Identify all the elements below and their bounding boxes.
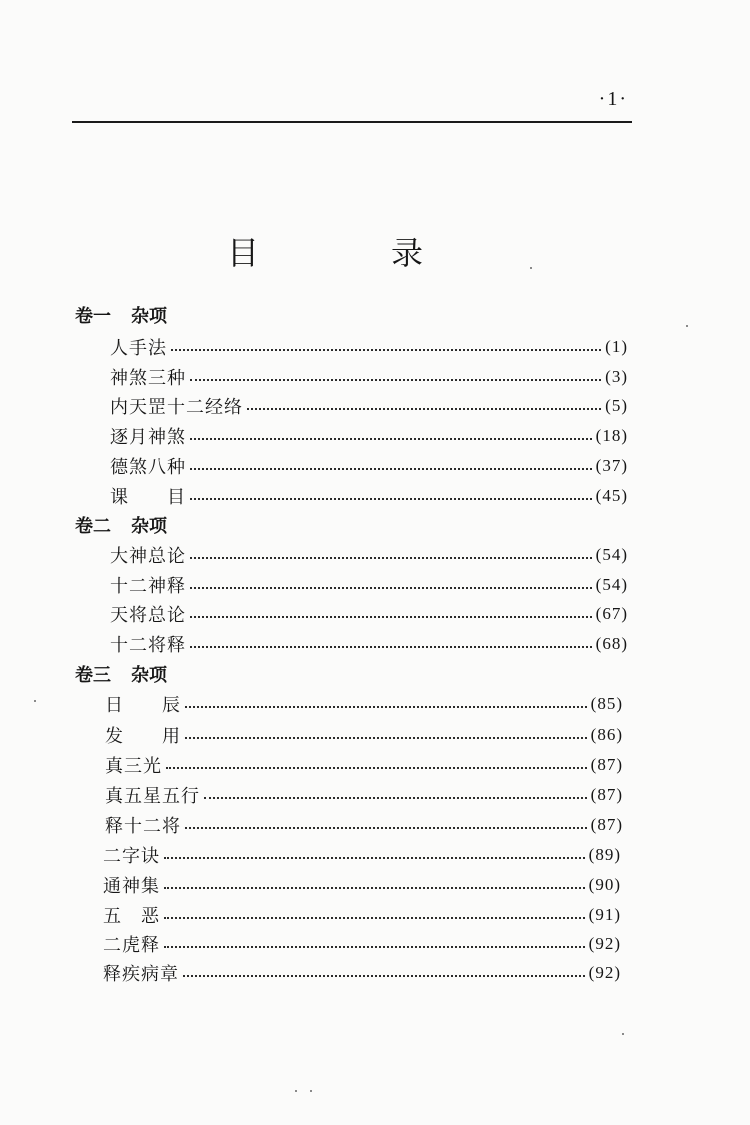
dot-leader [164, 875, 585, 889]
dot-leader [247, 396, 601, 410]
toc-entry[interactable] [110, 599, 628, 629]
volume-label: 卷二 [75, 516, 111, 537]
entry-title: 日 辰 [105, 695, 181, 716]
toc-entry[interactable] [105, 810, 623, 840]
toc-entry[interactable] [105, 720, 623, 750]
entry-title: 发 用 [105, 726, 181, 747]
entry-page: (3) [605, 367, 628, 386]
entry-title: 通神集 [103, 876, 160, 897]
entry-page: (1) [605, 337, 628, 356]
dot-leader [183, 963, 585, 977]
entry-title: 内天罡十二经络 [110, 397, 243, 418]
dot-leader [190, 634, 592, 648]
entry-title: 课 目 [110, 487, 186, 508]
dot-leader [204, 785, 587, 799]
dot-leader [190, 367, 601, 381]
toc-entry[interactable] [103, 870, 621, 900]
toc-entry[interactable] [110, 481, 628, 511]
scan-speck [34, 700, 36, 702]
toc-entry[interactable] [110, 362, 628, 392]
entry-title: 德煞八种 [110, 457, 186, 478]
scan-speck [622, 1033, 624, 1035]
dot-leader [190, 545, 592, 559]
dot-leader [171, 337, 601, 351]
entry-page: (89) [588, 845, 621, 864]
toc-entry[interactable] [110, 570, 628, 600]
scan-speck [310, 1090, 312, 1092]
entry-page: (5) [605, 396, 628, 415]
entry-page: (54) [595, 575, 628, 594]
entry-page: (92) [588, 934, 621, 953]
dot-leader [185, 815, 587, 829]
entry-title: 释十二将 [105, 816, 181, 837]
entry-page: (67) [595, 604, 628, 623]
entry-page: (86) [590, 725, 623, 744]
toc-entry[interactable] [105, 689, 623, 719]
volume-heading [75, 512, 167, 538]
toc-entry[interactable] [110, 332, 628, 362]
dot-leader [185, 725, 587, 739]
dot-leader [164, 905, 585, 919]
entry-title: 释疾病章 [103, 964, 179, 985]
toc-entry[interactable] [110, 421, 628, 451]
entry-title: 五 恶 [103, 906, 160, 927]
dot-leader [166, 755, 587, 769]
toc-entry[interactable] [110, 451, 628, 481]
dot-leader [190, 604, 592, 618]
toc-entry[interactable] [103, 929, 621, 959]
entry-title: 二字诀 [103, 846, 160, 867]
entry-page: (90) [588, 875, 621, 894]
volume-label: 卷一 [75, 306, 111, 327]
entry-title: 真五星五行 [105, 786, 200, 807]
page-number: ·1· [598, 88, 628, 110]
entry-title: 逐月神煞 [110, 427, 186, 448]
toc-entry[interactable] [103, 840, 621, 870]
toc-entry[interactable] [103, 900, 621, 930]
volume-heading [75, 661, 167, 687]
toc-entry[interactable] [103, 958, 621, 988]
dot-leader [190, 426, 592, 440]
dot-leader [190, 575, 592, 589]
entry-page: (87) [590, 815, 623, 834]
volume-category: 杂项 [131, 306, 167, 327]
entry-title: 人手法 [110, 338, 167, 359]
dot-leader [185, 694, 587, 708]
scan-speck [686, 325, 688, 327]
entry-page: (37) [595, 456, 628, 475]
page-title: 目 录 [226, 234, 473, 272]
entry-page: (45) [595, 486, 628, 505]
entry-page: (54) [595, 545, 628, 564]
scan-speck [530, 267, 532, 269]
entry-page: (85) [590, 694, 623, 713]
entry-page: (91) [588, 905, 621, 924]
dot-leader [190, 486, 592, 500]
volume-category: 杂项 [131, 665, 167, 686]
volume-category: 杂项 [131, 516, 167, 537]
entry-title: 十二神释 [110, 576, 186, 597]
volume-label: 卷三 [75, 665, 111, 686]
header-rule [72, 121, 632, 123]
entry-page: (87) [590, 785, 623, 804]
dot-leader [164, 845, 585, 859]
toc-entry[interactable] [110, 540, 628, 570]
entry-title: 二虎释 [103, 935, 160, 956]
entry-title: 大神总论 [110, 546, 186, 567]
scan-speck [295, 1090, 297, 1092]
entry-page: (68) [595, 634, 628, 653]
toc-entry[interactable] [105, 750, 623, 780]
dot-leader [164, 934, 585, 948]
entry-page: (92) [588, 963, 621, 982]
toc-entry[interactable] [105, 780, 623, 810]
entry-title: 神煞三种 [110, 368, 186, 389]
entry-title: 真三光 [105, 756, 162, 777]
entry-title: 十二将释 [110, 635, 186, 656]
entry-page: (18) [595, 426, 628, 445]
toc-entry[interactable] [110, 629, 628, 659]
entry-page: (87) [590, 755, 623, 774]
dot-leader [190, 456, 592, 470]
entry-title: 天将总论 [110, 605, 186, 626]
volume-heading [75, 302, 167, 328]
toc-entry[interactable] [110, 391, 628, 421]
